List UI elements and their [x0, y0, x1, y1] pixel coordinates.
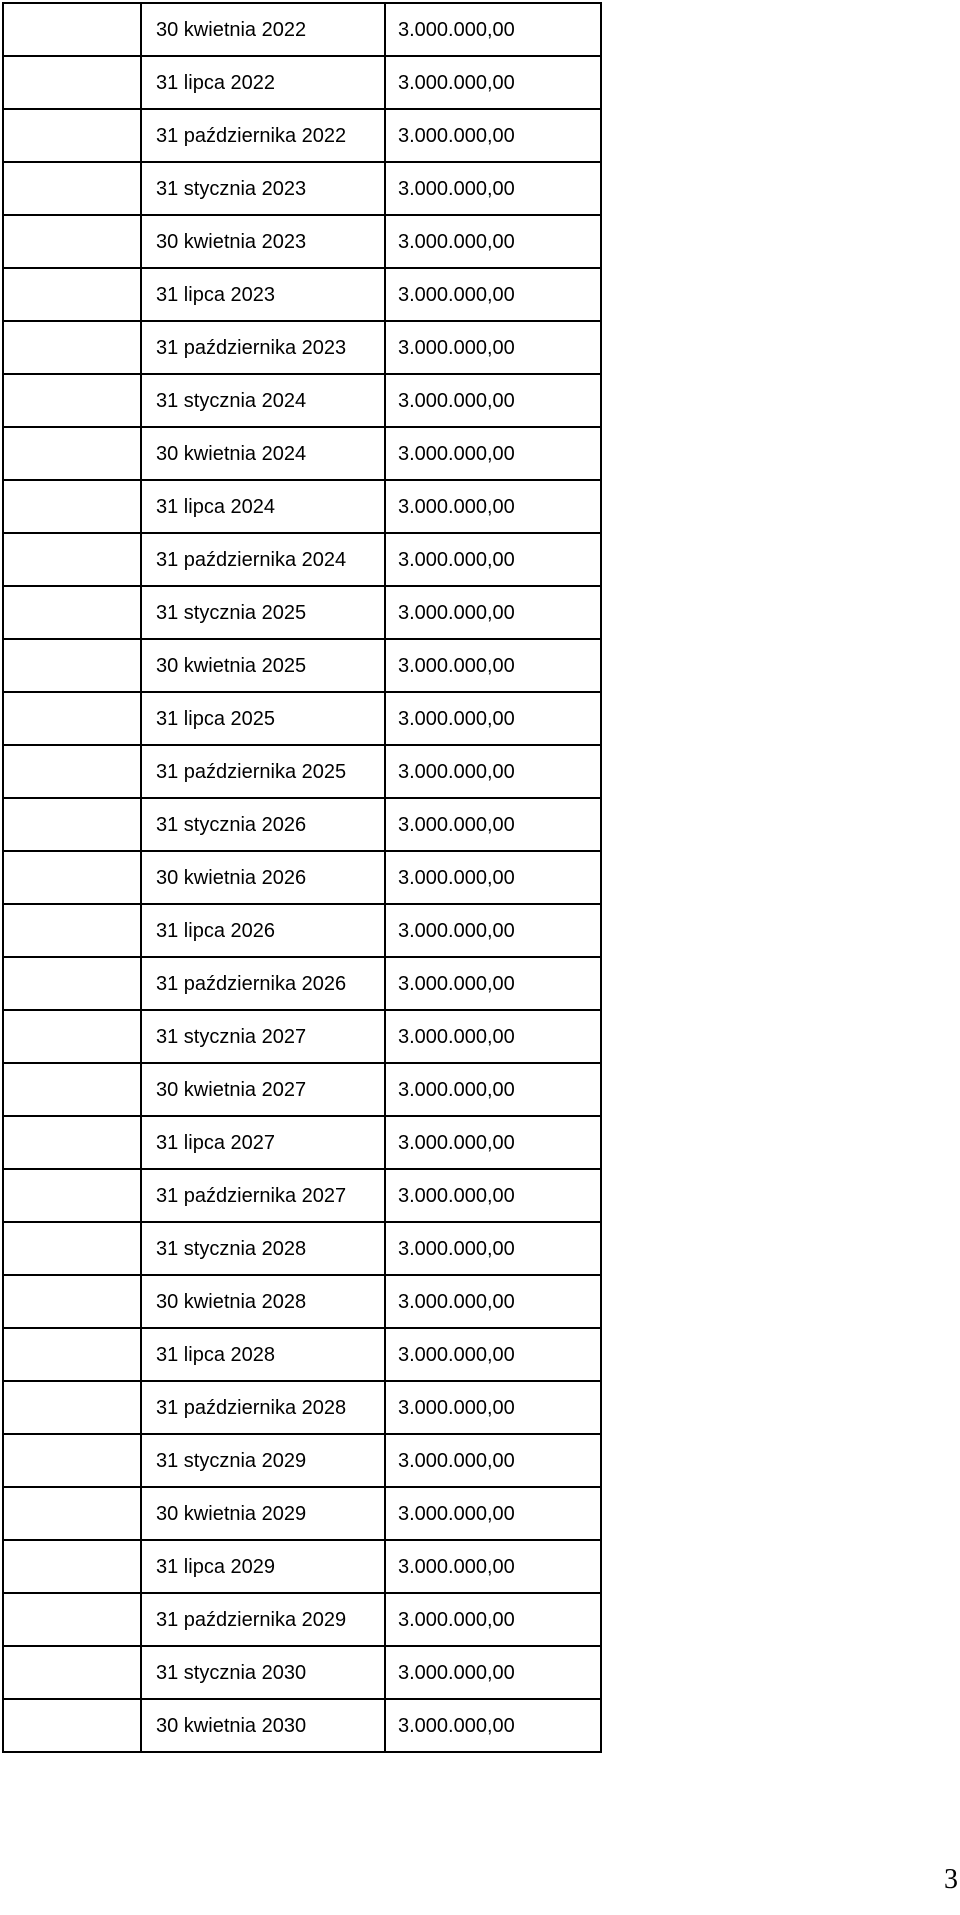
payment-date-cell: 31 stycznia 2030 — [141, 1646, 385, 1699]
empty-cell — [3, 480, 141, 533]
payment-amount-cell: 3.000.000,00 — [385, 56, 601, 109]
payment-amount-cell: 3.000.000,00 — [385, 374, 601, 427]
payment-amount-cell: 3.000.000,00 — [385, 1116, 601, 1169]
payment-date-cell: 31 lipca 2025 — [141, 692, 385, 745]
repayment-schedule-table — [2, 2, 602, 1753]
table-row — [3, 1275, 601, 1328]
table-row — [3, 1010, 601, 1063]
payment-amount-cell: 3.000.000,00 — [385, 1169, 601, 1222]
table-row — [3, 586, 601, 639]
payment-date-cell: 30 kwietnia 2026 — [141, 851, 385, 904]
table-row — [3, 798, 601, 851]
payment-amount-cell: 3.000.000,00 — [385, 745, 601, 798]
table-row — [3, 1593, 601, 1646]
table-row — [3, 692, 601, 745]
table-row — [3, 215, 601, 268]
table-row — [3, 745, 601, 798]
empty-cell — [3, 1434, 141, 1487]
payment-amount-cell: 3.000.000,00 — [385, 321, 601, 374]
empty-cell — [3, 745, 141, 798]
table-row — [3, 109, 601, 162]
empty-cell — [3, 1169, 141, 1222]
table-row — [3, 1381, 601, 1434]
payment-amount-cell: 3.000.000,00 — [385, 1593, 601, 1646]
empty-cell — [3, 321, 141, 374]
empty-cell — [3, 692, 141, 745]
empty-cell — [3, 427, 141, 480]
table-row — [3, 904, 601, 957]
empty-cell — [3, 798, 141, 851]
page-number: 3 — [944, 1864, 958, 1895]
payment-date-cell: 31 lipca 2026 — [141, 904, 385, 957]
payment-date-cell: 31 stycznia 2024 — [141, 374, 385, 427]
schedule-table-body — [3, 3, 601, 1752]
payment-date-cell: 31 stycznia 2025 — [141, 586, 385, 639]
payment-amount-cell: 3.000.000,00 — [385, 798, 601, 851]
payment-amount-cell: 3.000.000,00 — [385, 1434, 601, 1487]
empty-cell — [3, 1593, 141, 1646]
empty-cell — [3, 1699, 141, 1752]
payment-amount-cell: 3.000.000,00 — [385, 1699, 601, 1752]
payment-amount-cell: 3.000.000,00 — [385, 533, 601, 586]
payment-amount-cell: 3.000.000,00 — [385, 692, 601, 745]
payment-date-cell: 30 kwietnia 2029 — [141, 1487, 385, 1540]
payment-date-cell: 31 stycznia 2029 — [141, 1434, 385, 1487]
table-row — [3, 162, 601, 215]
table-row — [3, 268, 601, 321]
empty-cell — [3, 1010, 141, 1063]
payment-date-cell: 31 lipca 2029 — [141, 1540, 385, 1593]
empty-cell — [3, 1487, 141, 1540]
empty-cell — [3, 3, 141, 56]
table-row — [3, 1646, 601, 1699]
payment-date-cell: 31 października 2026 — [141, 957, 385, 1010]
empty-cell — [3, 268, 141, 321]
empty-cell — [3, 639, 141, 692]
empty-cell — [3, 1328, 141, 1381]
payment-date-cell: 31 października 2024 — [141, 533, 385, 586]
table-row — [3, 1434, 601, 1487]
payment-amount-cell: 3.000.000,00 — [385, 480, 601, 533]
payment-date-cell: 31 lipca 2028 — [141, 1328, 385, 1381]
payment-amount-cell: 3.000.000,00 — [385, 109, 601, 162]
empty-cell — [3, 586, 141, 639]
payment-amount-cell: 3.000.000,00 — [385, 904, 601, 957]
table-row — [3, 427, 601, 480]
empty-cell — [3, 851, 141, 904]
payment-date-cell: 30 kwietnia 2022 — [141, 3, 385, 56]
table-row — [3, 321, 601, 374]
table-row — [3, 3, 601, 56]
payment-date-cell: 30 kwietnia 2023 — [141, 215, 385, 268]
payment-date-cell: 31 stycznia 2026 — [141, 798, 385, 851]
table-row — [3, 533, 601, 586]
payment-amount-cell: 3.000.000,00 — [385, 1540, 601, 1593]
payment-amount-cell: 3.000.000,00 — [385, 3, 601, 56]
payment-date-cell: 31 października 2025 — [141, 745, 385, 798]
payment-amount-cell: 3.000.000,00 — [385, 639, 601, 692]
payment-date-cell: 31 stycznia 2028 — [141, 1222, 385, 1275]
table-row — [3, 1169, 601, 1222]
table-row — [3, 480, 601, 533]
payment-amount-cell: 3.000.000,00 — [385, 268, 601, 321]
payment-amount-cell: 3.000.000,00 — [385, 1381, 601, 1434]
empty-cell — [3, 162, 141, 215]
table-row — [3, 1116, 601, 1169]
table-row — [3, 1540, 601, 1593]
table-row — [3, 851, 601, 904]
payment-date-cell: 31 października 2022 — [141, 109, 385, 162]
payment-amount-cell: 3.000.000,00 — [385, 1063, 601, 1116]
empty-cell — [3, 374, 141, 427]
payment-date-cell: 30 kwietnia 2028 — [141, 1275, 385, 1328]
payment-amount-cell: 3.000.000,00 — [385, 586, 601, 639]
payment-date-cell: 30 kwietnia 2025 — [141, 639, 385, 692]
table-row — [3, 56, 601, 109]
empty-cell — [3, 1116, 141, 1169]
payment-amount-cell: 3.000.000,00 — [385, 215, 601, 268]
table-row — [3, 1063, 601, 1116]
payment-date-cell: 31 lipca 2024 — [141, 480, 385, 533]
payment-amount-cell: 3.000.000,00 — [385, 1646, 601, 1699]
table-row — [3, 374, 601, 427]
empty-cell — [3, 533, 141, 586]
table-row — [3, 1699, 601, 1752]
empty-cell — [3, 109, 141, 162]
payment-amount-cell: 3.000.000,00 — [385, 1487, 601, 1540]
table-row — [3, 1487, 601, 1540]
payment-amount-cell: 3.000.000,00 — [385, 1275, 601, 1328]
payment-date-cell: 30 kwietnia 2024 — [141, 427, 385, 480]
table-row — [3, 957, 601, 1010]
empty-cell — [3, 1381, 141, 1434]
payment-date-cell: 31 października 2027 — [141, 1169, 385, 1222]
empty-cell — [3, 1063, 141, 1116]
payment-date-cell: 31 stycznia 2023 — [141, 162, 385, 215]
empty-cell — [3, 1222, 141, 1275]
payment-date-cell: 30 kwietnia 2030 — [141, 1699, 385, 1752]
payment-amount-cell: 3.000.000,00 — [385, 1222, 601, 1275]
payment-date-cell: 31 lipca 2027 — [141, 1116, 385, 1169]
empty-cell — [3, 904, 141, 957]
payment-amount-cell: 3.000.000,00 — [385, 851, 601, 904]
payment-date-cell: 30 kwietnia 2027 — [141, 1063, 385, 1116]
payment-amount-cell: 3.000.000,00 — [385, 1328, 601, 1381]
payment-amount-cell: 3.000.000,00 — [385, 1010, 601, 1063]
payment-amount-cell: 3.000.000,00 — [385, 957, 601, 1010]
payment-date-cell: 31 października 2023 — [141, 321, 385, 374]
payment-amount-cell: 3.000.000,00 — [385, 162, 601, 215]
payment-date-cell: 31 października 2029 — [141, 1593, 385, 1646]
payment-amount-cell: 3.000.000,00 — [385, 427, 601, 480]
empty-cell — [3, 1275, 141, 1328]
empty-cell — [3, 215, 141, 268]
empty-cell — [3, 1646, 141, 1699]
empty-cell — [3, 957, 141, 1010]
empty-cell — [3, 1540, 141, 1593]
payment-date-cell: 31 lipca 2022 — [141, 56, 385, 109]
table-row — [3, 639, 601, 692]
empty-cell — [3, 56, 141, 109]
payment-date-cell: 31 lipca 2023 — [141, 268, 385, 321]
table-row — [3, 1328, 601, 1381]
table-row — [3, 1222, 601, 1275]
payment-date-cell: 31 stycznia 2027 — [141, 1010, 385, 1063]
payment-date-cell: 31 października 2028 — [141, 1381, 385, 1434]
